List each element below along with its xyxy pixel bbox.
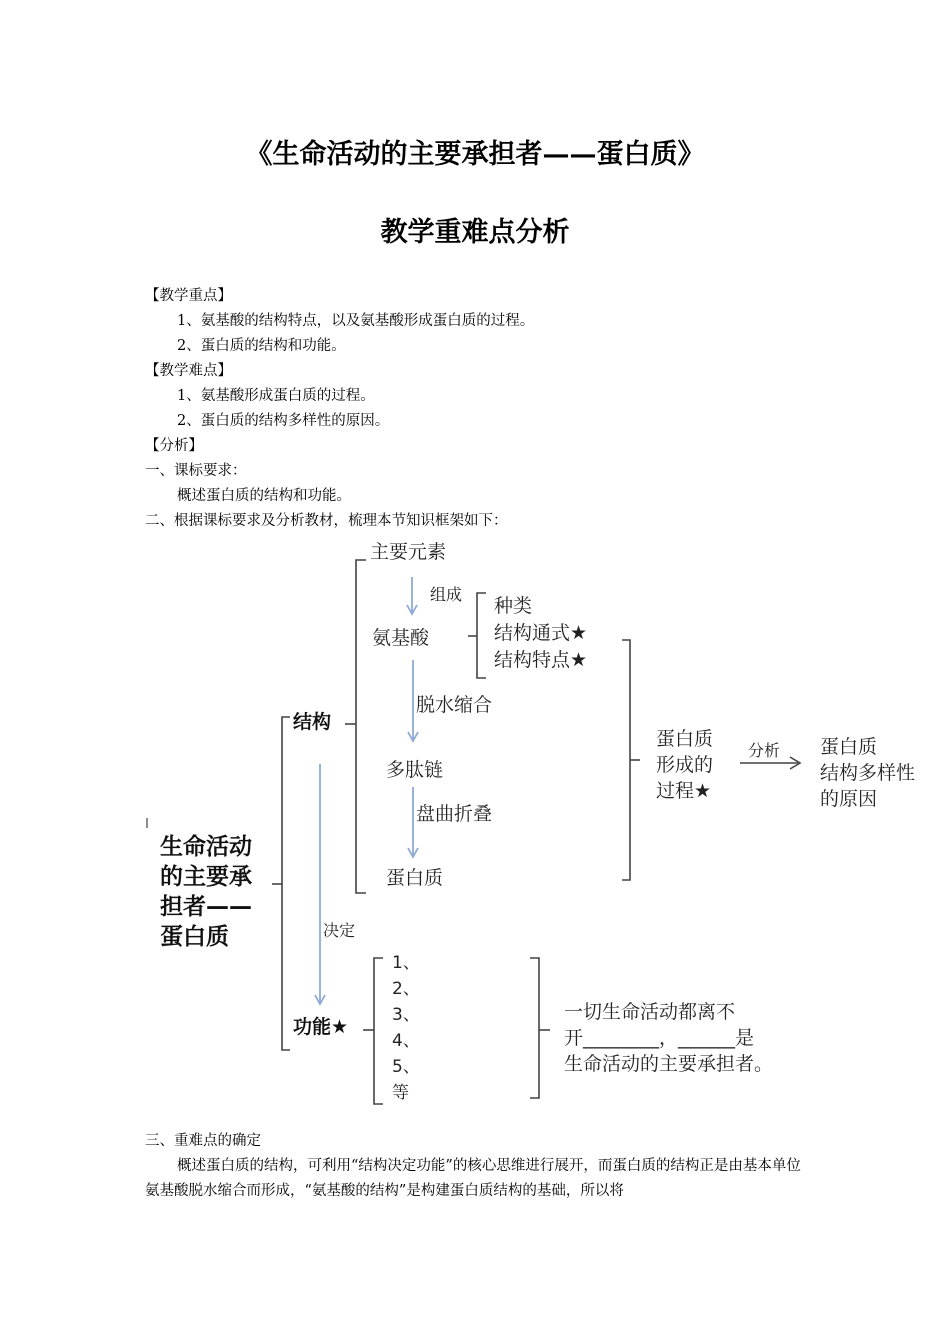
folding-label: 盘曲折叠: [416, 803, 493, 825]
decides-label: 决定: [323, 921, 356, 940]
dehydration-label: 脱水缩合: [416, 694, 493, 716]
conclusion-line: 一切生命活动都离不: [564, 1001, 736, 1023]
amino-bracket: [477, 593, 486, 678]
function-right-bracket: [530, 958, 539, 1098]
section1-text: 概述蛋白质的结构和功能。: [177, 488, 351, 504]
function-item: 等: [392, 1083, 409, 1103]
key-point-item: 1、氨基酸的结构特点，以及氨基酸形成蛋白质的过程。: [177, 313, 535, 329]
section3-title: 三、重难点的确定: [145, 1133, 261, 1149]
function-item: 4、: [392, 1031, 420, 1051]
amino-acid-label: 氨基酸: [372, 627, 430, 649]
formation-process-line: 蛋白质: [656, 728, 714, 750]
key-point-item: 2、蛋白质的结构和功能。: [177, 338, 346, 354]
structure-bracket: [356, 560, 366, 893]
function-bracket: [374, 958, 383, 1104]
function-item: 5、: [392, 1057, 420, 1077]
function-item: 2、: [392, 979, 420, 999]
diversity-line: 的原因: [820, 788, 878, 810]
analysis-heading: 【分析】: [145, 438, 203, 454]
compose-label: 组成: [430, 585, 463, 604]
key-points-heading: 【教学重点】: [145, 288, 232, 304]
analyze-label: 分析: [748, 741, 781, 760]
structure-label: 结构: [293, 711, 332, 733]
function-label: 功能★: [293, 1016, 349, 1038]
formation-process-line: 形成的: [656, 754, 714, 776]
formation-process-line: 过程★: [656, 780, 712, 802]
difficult-point-item: 1、氨基酸形成蛋白质的过程。: [177, 388, 375, 404]
difficult-points-heading: 【教学难点】: [145, 363, 232, 379]
root-bracket: [282, 717, 290, 1050]
difficult-point-item: 2、蛋白质的结构多样性的原因。: [177, 413, 390, 429]
kinds-label: 种类: [494, 595, 533, 617]
general-formula-label: 结构通式★: [494, 622, 588, 644]
protein-label: 蛋白质: [386, 867, 444, 889]
diversity-line: 蛋白质: [820, 736, 878, 758]
process-bracket: [622, 640, 630, 880]
document-title: 《生命活动的主要承担者——蛋白质》: [245, 139, 705, 170]
function-item: 3、: [392, 1005, 420, 1025]
section2-title: 二、根据课标要求及分析教材，梳理本节知识框架如下：: [145, 513, 508, 529]
conclusion-line: 开________，______是: [564, 1027, 755, 1049]
main-elements-label: 主要元素: [370, 541, 447, 563]
diversity-line: 结构多样性: [820, 762, 916, 784]
section1-title: 一、课标要求：: [145, 463, 247, 479]
polypeptide-label: 多肽链: [386, 759, 444, 781]
section3-paragraph: 概述蛋白质的结构，可利用“结构决定功能”的核心思维进行展开，而蛋白质的结构正是由基本单位氨基酸脱水缩合而形成，“氨基酸的结构”是构建蛋白质结构的基础，所以将: [145, 1158, 801, 1199]
conclusion-line: 生命活动的主要承担者。: [564, 1053, 774, 1075]
function-item: 1、: [392, 953, 420, 973]
diagram-root-label: 生命活动的主要承担者——蛋白质: [160, 834, 252, 950]
structure-features-label: 结构特点★: [494, 649, 588, 671]
document-subtitle: 教学重难点分析: [380, 217, 570, 248]
